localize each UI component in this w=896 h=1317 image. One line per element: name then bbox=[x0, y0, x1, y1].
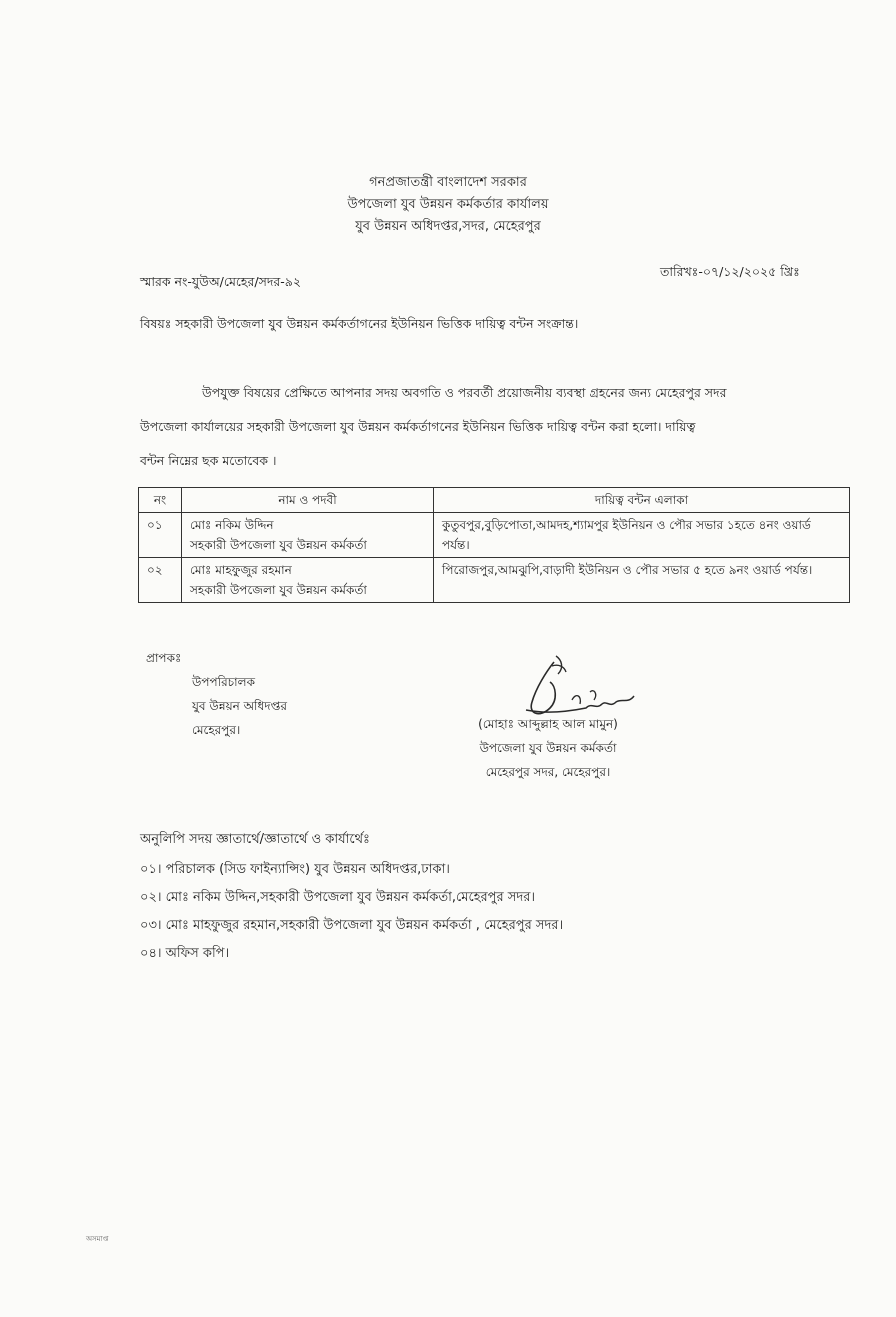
list-item: ০১। পরিচালক (সিড ফাইন্যান্সিং) যুব উন্নয়ন অধিদপ্তর,ঢাকা। bbox=[140, 862, 450, 877]
recipient-department: যুব উন্নয়ন অধিদপ্তর bbox=[192, 699, 287, 713]
signatory-office: মেহেরপুর সদর, মেহেরপুর। bbox=[485, 765, 611, 779]
table-header-row bbox=[139, 488, 850, 513]
list-item: ০৩। মোঃ মাহফুজুর রহমান,সহকারী উপজেলা যুব উন্নয়ন কর্মকর্তা , মেহেরপুর সদর। bbox=[140, 918, 564, 933]
officer-name: মোঃ নকিম উদ্দিন bbox=[190, 518, 274, 532]
distribution-table bbox=[138, 487, 850, 603]
row-serial: ০২ bbox=[139, 558, 182, 603]
list-item: ০৪। অফিস কপি। bbox=[140, 946, 230, 961]
memo-number: স্মারক নং-যুউঅ/মেহের/সদর-৯২ bbox=[140, 274, 302, 289]
body-line-3: বন্টন নিম্নের ছক মতোবেক । bbox=[140, 453, 277, 468]
signatory-designation: উপজেলা যুব উন্নয়ন কর্মকর্তা bbox=[479, 741, 617, 755]
footer-mark: অসমাপ্ত bbox=[86, 1235, 109, 1243]
government-name: গনপ্রজাতন্ত্রী বাংলাদেশ সরকার bbox=[369, 175, 527, 190]
signatory-block bbox=[448, 712, 648, 784]
office-name: উপজেলা যুব উন্নয়ন কর্মকর্তার কার্যালয় bbox=[347, 197, 549, 212]
table-row bbox=[139, 558, 850, 603]
copy-list bbox=[140, 856, 563, 968]
recipient-block bbox=[192, 670, 287, 742]
recipient-title: উপপরিচালক bbox=[192, 675, 255, 689]
letter-date: তারিখঃ-০৭/১২/২০২৫ খ্রিঃ bbox=[660, 264, 800, 279]
header-area: দায়িত্ব বন্টন এলাকা bbox=[434, 488, 850, 513]
table-row bbox=[139, 513, 850, 558]
row-name-cell bbox=[182, 558, 434, 603]
officer-designation: সহকারী উপজেলা যুব উন্নয়ন কর্মকর্তা bbox=[190, 538, 367, 552]
officer-name: মোঃ মাহফুজুর রহমান bbox=[190, 563, 292, 577]
officer-designation: সহকারী উপজেলা যুব উন্নয়ন কর্মকর্তা bbox=[190, 583, 367, 597]
row-name-cell bbox=[182, 513, 434, 558]
letter-body bbox=[140, 376, 840, 478]
signatory-name: (মোহাঃ আব্দুল্লাহ আল মামুন) bbox=[478, 717, 618, 731]
header-serial: নং bbox=[139, 488, 182, 513]
recipient-location: মেহেরপুর। bbox=[192, 723, 241, 737]
list-item: ০২। মোঃ নকিম উদ্দিন,সহকারী উপজেলা যুব উন্নয়ন কর্মকর্তা,মেহেরপুর সদর। bbox=[140, 890, 536, 905]
recipient-label: প্রাপকঃ bbox=[146, 651, 182, 665]
letterhead bbox=[0, 172, 896, 238]
office-address: যুব উন্নয়ন অধিদপ্তর,সদর, মেহেরপুর bbox=[355, 219, 541, 234]
row-serial: ০১ bbox=[139, 513, 182, 558]
body-line-2: উপজেলা কার্যালয়ের সহকারী উপজেলা যুব উন্নয়ন কর্মকর্তাগনের ইউনিয়ন ভিত্তিক দায়িত্ব বন্টন করা হলো। দায়িত্ব bbox=[140, 419, 696, 434]
row-area: কুতুবপুর,বুড়িপোতা,আমদহ,শ্যামপুর ইউনিয়ন ও পৌর সভার ১হতে ৪নং ওয়ার্ড পর্যন্ত। bbox=[434, 513, 850, 558]
header-name: নাম ও পদবী bbox=[182, 488, 434, 513]
body-line-1: উপযুক্ত বিষয়ের প্রেক্ষিতে আপনার সদয় অবগতি ও পরবর্তী প্রয়োজনীয় ব্যবস্থা গ্রহনের জন্য মেহেরপুর সদর bbox=[202, 385, 727, 400]
copy-heading: অনুলিপি সদয় জ্ঞাতার্থে/জ্ঞাতার্থে ও কার্যার্থেঃ bbox=[140, 832, 370, 847]
row-area: পিরোজপুর,আমঝুপি,বাড়াদী ইউনিয়ন ও পৌর সভার ৫ হতে ৯নং ওয়ার্ড পর্যন্ত। bbox=[434, 558, 850, 603]
subject-line: বিষয়ঃ সহকারী উপজেলা যুব উন্নয়ন কর্মকর্তাগনের ইউনিয়ন ভিত্তিক দায়িত্ব বন্টন সংক্রান্ত। bbox=[140, 316, 579, 331]
